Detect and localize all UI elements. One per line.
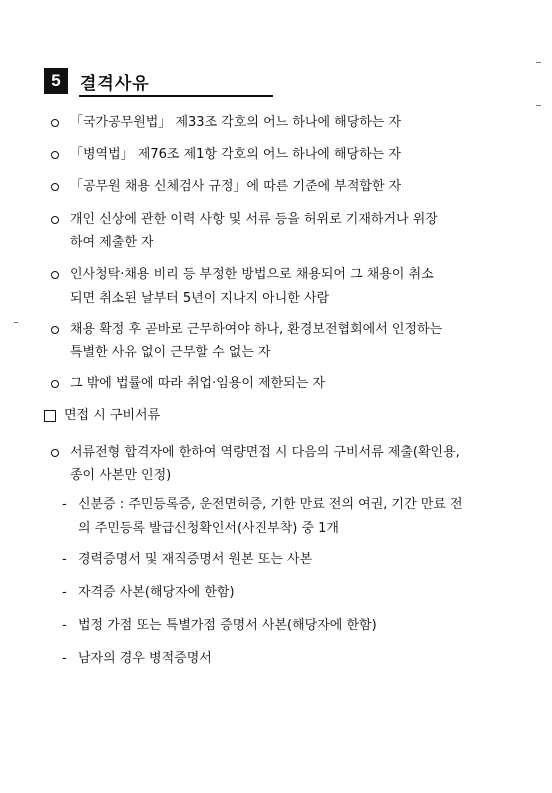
list-item: 남자의 경우 병적증명서 (78, 651, 212, 666)
checkbox-icon (44, 410, 56, 422)
dash-bullet-icon: - (62, 552, 67, 567)
documents-intro: 서류전형 합격자에 한하여 역량면접 시 다음의 구비서류 제출(확인용, (70, 445, 460, 460)
documents-intro-continuation: 종이 사본만 인정) (70, 468, 172, 483)
dash-bullet-icon: - (62, 651, 67, 666)
list-item: 「병역법」 제76조 제1항 각호의 어느 하나에 해당하는 자 (70, 147, 401, 162)
list-item: 「국가공무원법」 제33조 각호의 어느 하나에 해당하는 자 (70, 115, 402, 130)
list-item: 채용 확정 후 곧바로 근무하여야 하나, 환경보전협회에서 인정하는 (70, 322, 443, 337)
scan-mark (536, 62, 541, 63)
circle-bullet-icon (51, 216, 59, 224)
section-title: 결격사유 (80, 73, 150, 94)
scan-mark (14, 322, 18, 323)
list-item: 법정 가점 또는 특별가점 증명서 사본(해당자에 한함) (78, 618, 377, 633)
list-item: 개인 신상에 관한 이력 사항 및 서류 등을 허위로 기재하거나 위장 (70, 212, 438, 227)
list-item-continuation: 하여 제출한 자 (70, 235, 154, 250)
circle-bullet-icon (51, 119, 59, 127)
scan-mark (536, 105, 541, 106)
circle-bullet-icon (51, 449, 59, 457)
list-item-continuation: 특별한 사유 없이 근무할 수 없는 자 (70, 345, 271, 360)
list-item: 「공무원 채용 신체검사 규정」에 따른 기준에 부적합한 자 (70, 179, 402, 194)
list-item: 그 밖에 법률에 따라 취업·임용이 제한되는 자 (70, 376, 325, 391)
list-item: 인사청탁·채용 비리 등 부정한 방법으로 채용되어 그 채용이 취소 (70, 267, 434, 282)
circle-bullet-icon (51, 183, 59, 191)
section-header (44, 68, 150, 94)
list-item-continuation: 의 주민등록 발급신청확인서(사진부착) 중 1개 (78, 521, 339, 536)
dash-bullet-icon: - (62, 585, 67, 600)
circle-bullet-icon (51, 326, 59, 334)
section-number-badge: 5 (44, 68, 68, 94)
list-item: 자격증 사본(해당자에 한함) (78, 585, 235, 600)
dash-bullet-icon: - (62, 497, 67, 512)
circle-bullet-icon (51, 380, 59, 388)
circle-bullet-icon (51, 271, 59, 279)
section-title-underline (79, 95, 273, 97)
list-item: 신분증 : 주민등록증, 운전면허증, 기한 만료 전의 여권, 기간 만료 전 (78, 497, 463, 512)
list-item: 경력증명서 및 재직증명서 원본 또는 사본 (78, 552, 313, 567)
circle-bullet-icon (51, 151, 59, 159)
dash-bullet-icon: - (62, 618, 67, 633)
list-item-continuation: 되면 취소된 날부터 5년이 지나지 아니한 사람 (70, 291, 330, 306)
documents-heading: 면접 시 구비서류 (64, 408, 161, 423)
